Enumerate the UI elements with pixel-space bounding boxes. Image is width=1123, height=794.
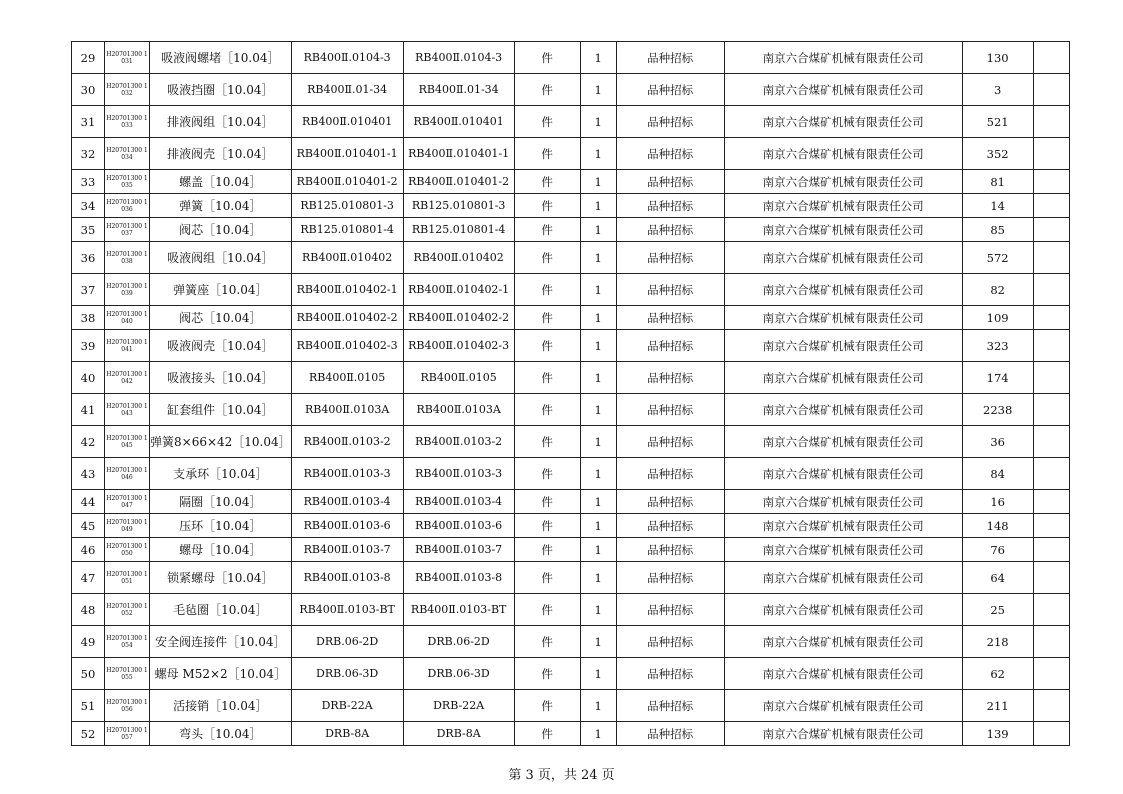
drawing-number-cell: RB400Ⅱ.0103-8: [291, 562, 403, 594]
note-cell: [1033, 458, 1069, 490]
row-number-cell: 39: [72, 330, 105, 362]
item-name-cell: 支承环［10.04］: [150, 458, 292, 490]
unit-cell: 件: [514, 458, 580, 490]
drawing-number-cell: RB400Ⅱ.010402: [291, 242, 403, 274]
quantity-cell: 1: [580, 194, 616, 218]
bid-type-cell: 品种招标: [616, 74, 724, 106]
model-cell: RB400Ⅱ.010402-2: [403, 306, 514, 330]
item-code-cell: H20701300 1031: [105, 42, 150, 74]
row-number-cell: 42: [72, 426, 105, 458]
drawing-number-cell: RB400Ⅱ.010402-2: [291, 306, 403, 330]
page-number-footer: 第 3 页，共 24 页: [508, 768, 615, 783]
item-name-cell: 阀芯［10.04］: [150, 218, 292, 242]
model-cell: RB400Ⅱ.010401-1: [403, 138, 514, 170]
bid-type-cell: 品种招标: [616, 362, 724, 394]
row-number-cell: 46: [72, 538, 105, 562]
row-number-cell: 48: [72, 594, 105, 626]
item-name-cell: 缸套组件［10.04］: [150, 394, 292, 426]
unit-cell: 件: [514, 242, 580, 274]
item-name-cell: 吸液阀组［10.04］: [150, 242, 292, 274]
item-name-cell: 吸液阀壳［10.04］: [150, 330, 292, 362]
model-cell: RB400Ⅱ.0103-4: [403, 490, 514, 514]
table-row: [72, 106, 1070, 138]
quantity-cell: 1: [580, 218, 616, 242]
note-cell: [1033, 394, 1069, 426]
note-cell: [1033, 562, 1069, 594]
price-cell: 323: [962, 330, 1033, 362]
unit-cell: 件: [514, 514, 580, 538]
drawing-number-cell: DRB.06-2D: [291, 626, 403, 658]
model-cell: RB400Ⅱ.010402: [403, 242, 514, 274]
note-cell: [1033, 538, 1069, 562]
vendor-cell: 南京六合煤矿机械有限责任公司: [724, 458, 962, 490]
quantity-cell: 1: [580, 458, 616, 490]
unit-cell: 件: [514, 362, 580, 394]
price-cell: 82: [962, 274, 1033, 306]
table-row: [72, 194, 1070, 218]
price-cell: 36: [962, 426, 1033, 458]
item-name-cell: 螺母［10.04］: [150, 538, 292, 562]
drawing-number-cell: RB125.010801-3: [291, 194, 403, 218]
item-code-cell: H20701300 1041: [105, 330, 150, 362]
item-code-cell: H20701300 1037: [105, 218, 150, 242]
item-name-cell: 阀芯［10.04］: [150, 306, 292, 330]
note-cell: [1033, 74, 1069, 106]
vendor-cell: 南京六合煤矿机械有限责任公司: [724, 218, 962, 242]
quantity-cell: 1: [580, 490, 616, 514]
bid-type-cell: 品种招标: [616, 194, 724, 218]
price-cell: 139: [962, 722, 1033, 746]
model-cell: RB400Ⅱ.0103-8: [403, 562, 514, 594]
item-name-cell: 活接销［10.04］: [150, 690, 292, 722]
row-number-cell: 47: [72, 562, 105, 594]
unit-cell: 件: [514, 218, 580, 242]
unit-cell: 件: [514, 490, 580, 514]
table-row: [72, 330, 1070, 362]
quantity-cell: 1: [580, 722, 616, 746]
table-row: [72, 514, 1070, 538]
model-cell: RB400Ⅱ.0103-6: [403, 514, 514, 538]
item-name-cell: 毛毡圈［10.04］: [150, 594, 292, 626]
unit-cell: 件: [514, 394, 580, 426]
table-row: [72, 170, 1070, 194]
unit-cell: 件: [514, 42, 580, 74]
bid-type-cell: 品种招标: [616, 394, 724, 426]
quantity-cell: 1: [580, 658, 616, 690]
bid-type-cell: 品种招标: [616, 490, 724, 514]
quantity-cell: 1: [580, 106, 616, 138]
quantity-cell: 1: [580, 170, 616, 194]
price-cell: 174: [962, 362, 1033, 394]
quantity-cell: 1: [580, 362, 616, 394]
table-row: [72, 74, 1070, 106]
price-cell: 76: [962, 538, 1033, 562]
row-number-cell: 35: [72, 218, 105, 242]
row-number-cell: 30: [72, 74, 105, 106]
drawing-number-cell: DRB.06-3D: [291, 658, 403, 690]
item-code-cell: H20701300 1032: [105, 74, 150, 106]
bid-type-cell: 品种招标: [616, 722, 724, 746]
note-cell: [1033, 242, 1069, 274]
row-number-cell: 29: [72, 42, 105, 74]
note-cell: [1033, 658, 1069, 690]
item-code-cell: H20701300 1052: [105, 594, 150, 626]
drawing-number-cell: RB400Ⅱ.0103A: [291, 394, 403, 426]
vendor-cell: 南京六合煤矿机械有限责任公司: [724, 538, 962, 562]
price-cell: 64: [962, 562, 1033, 594]
item-code-cell: H20701300 1051: [105, 562, 150, 594]
model-cell: RB400Ⅱ.0103-BT: [403, 594, 514, 626]
row-number-cell: 45: [72, 514, 105, 538]
vendor-cell: 南京六合煤矿机械有限责任公司: [724, 362, 962, 394]
table-row: [72, 562, 1070, 594]
unit-cell: 件: [514, 562, 580, 594]
vendor-cell: 南京六合煤矿机械有限责任公司: [724, 426, 962, 458]
vendor-cell: 南京六合煤矿机械有限责任公司: [724, 194, 962, 218]
drawing-number-cell: RB400Ⅱ.01-34: [291, 74, 403, 106]
vendor-cell: 南京六合煤矿机械有限责任公司: [724, 170, 962, 194]
model-cell: RB400Ⅱ.0103-3: [403, 458, 514, 490]
note-cell: [1033, 138, 1069, 170]
bid-type-cell: 品种招标: [616, 594, 724, 626]
bid-type-cell: 品种招标: [616, 562, 724, 594]
price-cell: 84: [962, 458, 1033, 490]
drawing-number-cell: RB400Ⅱ.0105: [291, 362, 403, 394]
parts-table: [71, 41, 1070, 746]
drawing-number-cell: RB400Ⅱ.010401: [291, 106, 403, 138]
vendor-cell: 南京六合煤矿机械有限责任公司: [724, 626, 962, 658]
unit-cell: 件: [514, 426, 580, 458]
price-cell: 218: [962, 626, 1033, 658]
note-cell: [1033, 218, 1069, 242]
item-code-cell: H20701300 1055: [105, 658, 150, 690]
price-cell: 148: [962, 514, 1033, 538]
note-cell: [1033, 330, 1069, 362]
item-name-cell: 吸液挡圈［10.04］: [150, 74, 292, 106]
vendor-cell: 南京六合煤矿机械有限责任公司: [724, 330, 962, 362]
item-code-cell: H20701300 1056: [105, 690, 150, 722]
unit-cell: 件: [514, 74, 580, 106]
item-name-cell: 压环［10.04］: [150, 514, 292, 538]
quantity-cell: 1: [580, 626, 616, 658]
note-cell: [1033, 194, 1069, 218]
unit-cell: 件: [514, 330, 580, 362]
bid-type-cell: 品种招标: [616, 242, 724, 274]
row-number-cell: 31: [72, 106, 105, 138]
model-cell: RB400Ⅱ.0103A: [403, 394, 514, 426]
note-cell: [1033, 514, 1069, 538]
bid-type-cell: 品种招标: [616, 514, 724, 538]
item-code-cell: H20701300 1040: [105, 306, 150, 330]
price-cell: 572: [962, 242, 1033, 274]
item-code-cell: H20701300 1057: [105, 722, 150, 746]
note-cell: [1033, 42, 1069, 74]
table-row: [72, 362, 1070, 394]
bid-type-cell: 品种招标: [616, 170, 724, 194]
price-cell: 25: [962, 594, 1033, 626]
item-name-cell: 弹簧座［10.04］: [150, 274, 292, 306]
item-name-cell: 弯头［10.04］: [150, 722, 292, 746]
price-cell: 14: [962, 194, 1033, 218]
unit-cell: 件: [514, 690, 580, 722]
note-cell: [1033, 490, 1069, 514]
drawing-number-cell: RB400Ⅱ.0103-3: [291, 458, 403, 490]
vendor-cell: 南京六合煤矿机械有限责任公司: [724, 394, 962, 426]
table-row: [72, 218, 1070, 242]
item-code-cell: H20701300 1039: [105, 274, 150, 306]
table-row: [72, 394, 1070, 426]
row-number-cell: 43: [72, 458, 105, 490]
row-number-cell: 36: [72, 242, 105, 274]
unit-cell: 件: [514, 274, 580, 306]
row-number-cell: 33: [72, 170, 105, 194]
quantity-cell: 1: [580, 74, 616, 106]
row-number-cell: 34: [72, 194, 105, 218]
note-cell: [1033, 626, 1069, 658]
vendor-cell: 南京六合煤矿机械有限责任公司: [724, 74, 962, 106]
drawing-number-cell: DRB-22A: [291, 690, 403, 722]
drawing-number-cell: RB400Ⅱ.0103-4: [291, 490, 403, 514]
price-cell: 85: [962, 218, 1033, 242]
drawing-number-cell: RB400Ⅱ.0104-3: [291, 42, 403, 74]
row-number-cell: 49: [72, 626, 105, 658]
bid-type-cell: 品种招标: [616, 538, 724, 562]
drawing-number-cell: RB400Ⅱ.0103-2: [291, 426, 403, 458]
price-cell: 211: [962, 690, 1033, 722]
bid-type-cell: 品种招标: [616, 426, 724, 458]
quantity-cell: 1: [580, 138, 616, 170]
vendor-cell: 南京六合煤矿机械有限责任公司: [724, 690, 962, 722]
row-number-cell: 40: [72, 362, 105, 394]
model-cell: DRB-8A: [403, 722, 514, 746]
item-code-cell: H20701300 1034: [105, 138, 150, 170]
item-code-cell: H20701300 1038: [105, 242, 150, 274]
unit-cell: 件: [514, 658, 580, 690]
quantity-cell: 1: [580, 242, 616, 274]
model-cell: RB125.010801-4: [403, 218, 514, 242]
quantity-cell: 1: [580, 394, 616, 426]
model-cell: DRB.06-2D: [403, 626, 514, 658]
unit-cell: 件: [514, 170, 580, 194]
model-cell: DRB.06-3D: [403, 658, 514, 690]
row-number-cell: 50: [72, 658, 105, 690]
price-cell: 109: [962, 306, 1033, 330]
bid-type-cell: 品种招标: [616, 218, 724, 242]
row-number-cell: 51: [72, 690, 105, 722]
vendor-cell: 南京六合煤矿机械有限责任公司: [724, 594, 962, 626]
drawing-number-cell: RB400Ⅱ.010401-1: [291, 138, 403, 170]
vendor-cell: 南京六合煤矿机械有限责任公司: [724, 42, 962, 74]
bid-type-cell: 品种招标: [616, 330, 724, 362]
unit-cell: 件: [514, 538, 580, 562]
note-cell: [1033, 306, 1069, 330]
row-number-cell: 37: [72, 274, 105, 306]
item-code-cell: H20701300 1047: [105, 490, 150, 514]
unit-cell: 件: [514, 594, 580, 626]
item-name-cell: 吸液接头［10.04］: [150, 362, 292, 394]
price-cell: 81: [962, 170, 1033, 194]
bid-type-cell: 品种招标: [616, 458, 724, 490]
note-cell: [1033, 274, 1069, 306]
vendor-cell: 南京六合煤矿机械有限责任公司: [724, 306, 962, 330]
drawing-number-cell: DRB-8A: [291, 722, 403, 746]
model-cell: RB400Ⅱ.0103-2: [403, 426, 514, 458]
unit-cell: 件: [514, 306, 580, 330]
vendor-cell: 南京六合煤矿机械有限责任公司: [724, 242, 962, 274]
item-name-cell: 隔圈［10.04］: [150, 490, 292, 514]
table-row: [72, 538, 1070, 562]
note-cell: [1033, 106, 1069, 138]
vendor-cell: 南京六合煤矿机械有限责任公司: [724, 658, 962, 690]
price-cell: 352: [962, 138, 1033, 170]
model-cell: RB400Ⅱ.010402-3: [403, 330, 514, 362]
item-name-cell: 吸液阀螺堵［10.04］: [150, 42, 292, 74]
bid-type-cell: 品种招标: [616, 306, 724, 330]
parts-table-sheet: [71, 41, 1070, 746]
item-name-cell: 锁紧螺母［10.04］: [150, 562, 292, 594]
item-name-cell: 螺盖［10.04］: [150, 170, 292, 194]
table-row: [72, 426, 1070, 458]
model-cell: RB400Ⅱ.0103-7: [403, 538, 514, 562]
table-row: [72, 594, 1070, 626]
table-row: [72, 722, 1070, 746]
unit-cell: 件: [514, 194, 580, 218]
table-row: [72, 658, 1070, 690]
quantity-cell: 1: [580, 594, 616, 626]
unit-cell: 件: [514, 138, 580, 170]
item-name-cell: 排液阀壳［10.04］: [150, 138, 292, 170]
note-cell: [1033, 594, 1069, 626]
unit-cell: 件: [514, 722, 580, 746]
drawing-number-cell: RB400Ⅱ.010401-2: [291, 170, 403, 194]
price-cell: 521: [962, 106, 1033, 138]
vendor-cell: 南京六合煤矿机械有限责任公司: [724, 562, 962, 594]
item-code-cell: H20701300 1050: [105, 538, 150, 562]
model-cell: RB400Ⅱ.010402-1: [403, 274, 514, 306]
vendor-cell: 南京六合煤矿机械有限责任公司: [724, 514, 962, 538]
unit-cell: 件: [514, 106, 580, 138]
item-code-cell: H20701300 1045: [105, 426, 150, 458]
row-number-cell: 38: [72, 306, 105, 330]
row-number-cell: 32: [72, 138, 105, 170]
row-number-cell: 41: [72, 394, 105, 426]
item-code-cell: H20701300 1049: [105, 514, 150, 538]
item-code-cell: H20701300 1054: [105, 626, 150, 658]
row-number-cell: 44: [72, 490, 105, 514]
item-name-cell: 螺母 M52×2［10.04］: [150, 658, 292, 690]
vendor-cell: 南京六合煤矿机械有限责任公司: [724, 274, 962, 306]
quantity-cell: 1: [580, 306, 616, 330]
table-row: [72, 274, 1070, 306]
vendor-cell: 南京六合煤矿机械有限责任公司: [724, 138, 962, 170]
note-cell: [1033, 362, 1069, 394]
note-cell: [1033, 426, 1069, 458]
model-cell: RB400Ⅱ.010401-2: [403, 170, 514, 194]
model-cell: RB400Ⅱ.0104-3: [403, 42, 514, 74]
note-cell: [1033, 690, 1069, 722]
model-cell: RB400Ⅱ.0105: [403, 362, 514, 394]
model-cell: DRB-22A: [403, 690, 514, 722]
table-row: [72, 138, 1070, 170]
price-cell: 3: [962, 74, 1033, 106]
vendor-cell: 南京六合煤矿机械有限责任公司: [724, 722, 962, 746]
quantity-cell: 1: [580, 274, 616, 306]
drawing-number-cell: RB400Ⅱ.0103-6: [291, 514, 403, 538]
item-name-cell: 安全阀连接件［10.04］: [150, 626, 292, 658]
table-row: [72, 626, 1070, 658]
item-code-cell: H20701300 1046: [105, 458, 150, 490]
price-cell: 16: [962, 490, 1033, 514]
drawing-number-cell: RB400Ⅱ.0103-BT: [291, 594, 403, 626]
quantity-cell: 1: [580, 538, 616, 562]
item-code-cell: H20701300 1042: [105, 362, 150, 394]
item-code-cell: H20701300 1035: [105, 170, 150, 194]
note-cell: [1033, 170, 1069, 194]
quantity-cell: 1: [580, 562, 616, 594]
row-number-cell: 52: [72, 722, 105, 746]
vendor-cell: 南京六合煤矿机械有限责任公司: [724, 490, 962, 514]
item-code-cell: H20701300 1036: [105, 194, 150, 218]
item-name-cell: 弹簧［10.04］: [150, 194, 292, 218]
table-row: [72, 42, 1070, 74]
drawing-number-cell: RB400Ⅱ.010402-1: [291, 274, 403, 306]
table-row: [72, 458, 1070, 490]
table-row: [72, 306, 1070, 330]
item-code-cell: H20701300 1043: [105, 394, 150, 426]
price-cell: 130: [962, 42, 1033, 74]
bid-type-cell: 品种招标: [616, 274, 724, 306]
quantity-cell: 1: [580, 514, 616, 538]
table-row: [72, 490, 1070, 514]
price-cell: 62: [962, 658, 1033, 690]
vendor-cell: 南京六合煤矿机械有限责任公司: [724, 106, 962, 138]
model-cell: RB125.010801-3: [403, 194, 514, 218]
bid-type-cell: 品种招标: [616, 42, 724, 74]
quantity-cell: 1: [580, 330, 616, 362]
quantity-cell: 1: [580, 426, 616, 458]
drawing-number-cell: RB400Ⅱ.010402-3: [291, 330, 403, 362]
model-cell: RB400Ⅱ.010401: [403, 106, 514, 138]
quantity-cell: 1: [580, 42, 616, 74]
item-code-cell: H20701300 1033: [105, 106, 150, 138]
unit-cell: 件: [514, 626, 580, 658]
drawing-number-cell: RB400Ⅱ.0103-7: [291, 538, 403, 562]
price-cell: 2238: [962, 394, 1033, 426]
bid-type-cell: 品种招标: [616, 106, 724, 138]
item-name-cell: 弹簧8×66×42［10.04］: [150, 426, 292, 458]
quantity-cell: 1: [580, 690, 616, 722]
item-name-cell: 排液阀组［10.04］: [150, 106, 292, 138]
model-cell: RB400Ⅱ.01-34: [403, 74, 514, 106]
bid-type-cell: 品种招标: [616, 138, 724, 170]
note-cell: [1033, 722, 1069, 746]
bid-type-cell: 品种招标: [616, 658, 724, 690]
bid-type-cell: 品种招标: [616, 626, 724, 658]
drawing-number-cell: RB125.010801-4: [291, 218, 403, 242]
table-row: [72, 690, 1070, 722]
bid-type-cell: 品种招标: [616, 690, 724, 722]
table-row: [72, 242, 1070, 274]
